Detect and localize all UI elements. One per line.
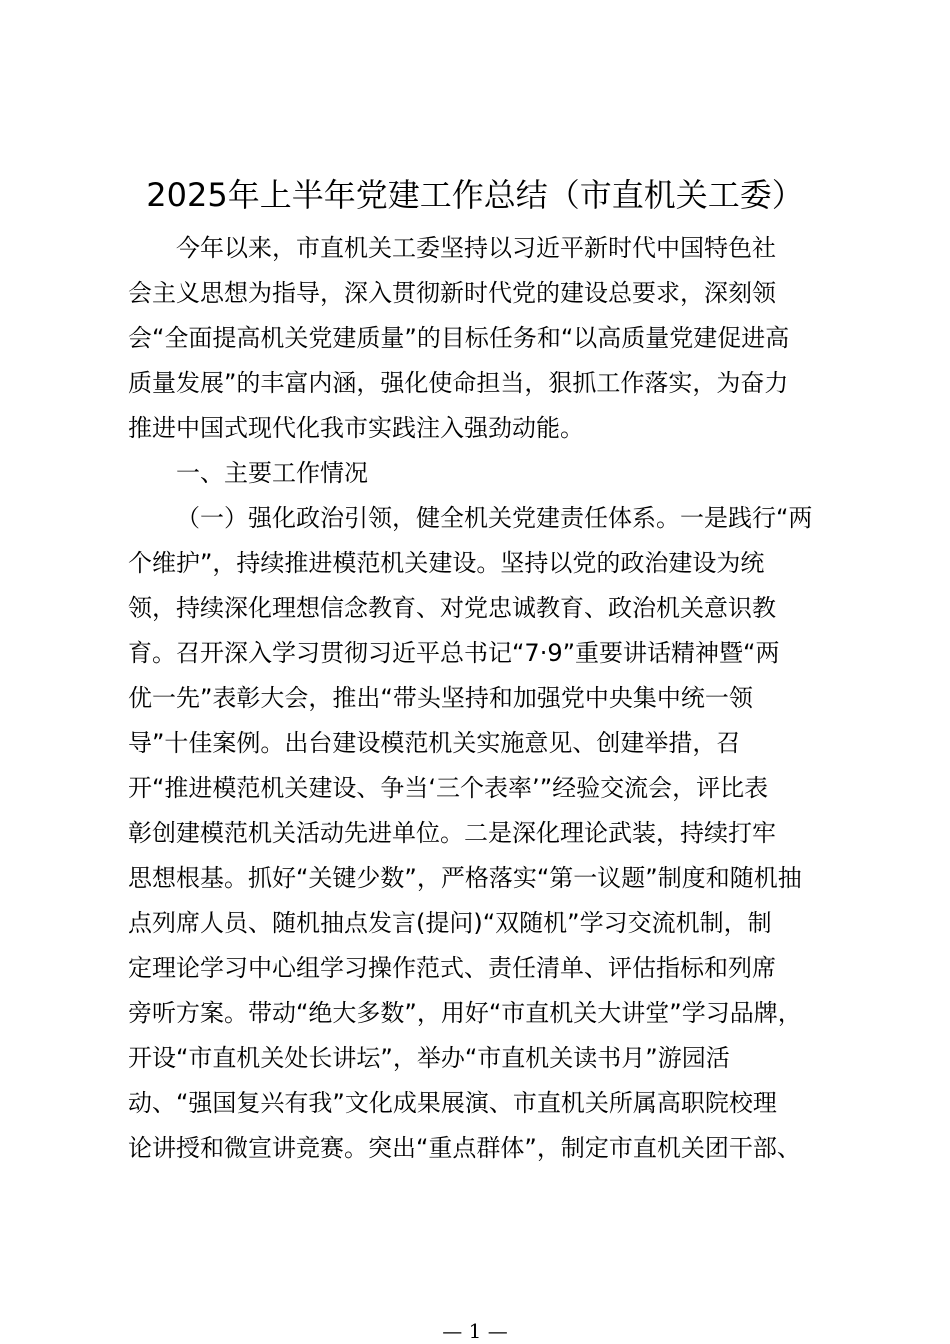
document-body (128, 226, 828, 1171)
document-title: 2025年上半年党建工作总结（市直机关工委） (146, 176, 804, 214)
text-line: 个维护”，持续推进模范机关建设。坚持以党的政治建设为统 (128, 549, 765, 577)
text-line: 导”十佳案例。出台建设模范机关实施意见、创建举措，召 (128, 729, 741, 757)
text-line: 今年以来，市直机关工委坚持以习近平新时代中国特色社 (176, 234, 776, 262)
text-line: 领，持续深化理想信念教育、对党忠诚教育、政治机关意识教 (128, 594, 776, 622)
text-line: 开设“市直机关处长讲坛”，举办“市直机关读书月”游园活 (128, 1044, 730, 1072)
page-number: — 1 — (442, 1319, 508, 1343)
section-heading (128, 451, 828, 496)
text-line: 会“全面提高机关党建质量”的目标任务和“以高质量党建促进高 (128, 324, 790, 352)
text-line: 育。召开深入学习贯彻习近平总书记“7·9”重要讲话精神暨“两 (128, 639, 780, 667)
text-line: 定理论学习中心组学习操作范式、责任清单、评估指标和列席 (128, 954, 776, 982)
intro-paragraph (128, 226, 828, 451)
text-line: 论讲授和微宣讲竞赛。突出“重点群体”，制定市直机关团干部、 (128, 1134, 801, 1162)
text-line: 动、“强国复兴有我”文化成果展演、市直机关所属高职院校理 (128, 1089, 777, 1117)
text-line: 旁听方案。带动“绝大多数”，用好“市直机关大讲堂”学习品牌， (128, 999, 802, 1027)
text-line: 推进中国式现代化我市实践注入强劲动能。 (128, 414, 584, 442)
text-line: 优一先”表彰大会，推出“带头坚持和加强党中央集中统一领 (128, 684, 753, 712)
text-line: 彰创建模范机关活动先进单位。二是深化理论武装，持续打牢 (128, 819, 776, 847)
text-line: 点列席人员、随机抽点发言(提问)“双随机”学习交流机制，制 (128, 909, 772, 937)
text-line: 开“推进模范机关建设、争当‘三个表率’”经验交流会，评比表 (128, 774, 769, 802)
section1-paragraph (128, 496, 828, 1171)
text-line: 会主义思想为指导，深入贯彻新时代党的建设总要求，深刻领 (128, 279, 776, 307)
text-line: 思想根基。抓好“关键少数”，严格落实“第一议题”制度和随机抽 (128, 864, 802, 892)
text-line: 质量发展”的丰富内涵，强化使命担当，狠抓工作落实，为奋力 (128, 369, 789, 397)
text-line: （一）强化政治引领，健全机关党建责任体系。一是践行“两 (176, 504, 813, 532)
section-heading-text: 一、主要工作情况 (176, 459, 368, 487)
